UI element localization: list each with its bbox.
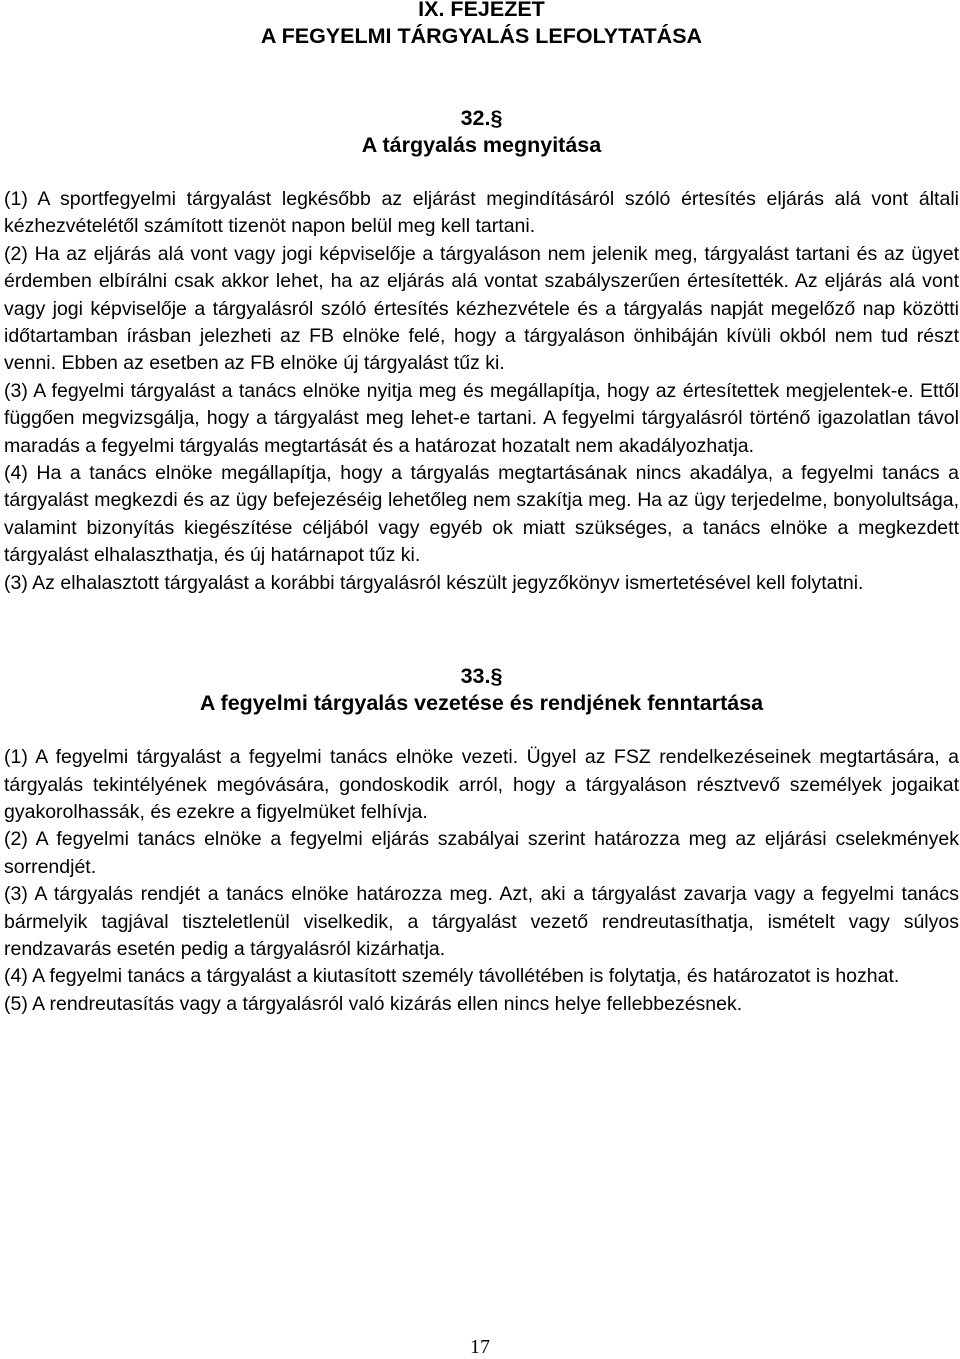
section-body xyxy=(4,744,959,1018)
page-number: 17 xyxy=(470,1336,490,1358)
section-heading xyxy=(4,663,959,717)
paragraph: (1) A sportfegyelmi tárgyalást legkésőbb az eljárást megindításáról szóló értesítés eljárás alá vont általi kézhezvételétől számított tizenöt napon belül meg kell tartani. xyxy=(4,188,959,238)
paragraph: (1) A fegyelmi tárgyalást a fegyelmi tanács elnöke vezeti. Ügyel az FSZ rendelkezéseinek megtartására, a tárgyalás tekintélyének megóvására, gondoskodik arról, hogy a tárgyaláson résztvevő személyek jogaikat gyakorolhassák, és ezekre a figyelmüket felhívja. xyxy=(4,746,959,823)
section-title: A fegyelmi tárgyalás vezetése és rendjének fenntartása xyxy=(199,691,764,716)
paragraph: (2) A fegyelmi tanács elnöke a fegyelmi eljárás szabályai szerint határozza meg az eljárási cselekmények sorrendjét. xyxy=(4,828,959,878)
chapter-title: A FEGYELMI TÁRGYALÁS LEFOLYTATÁSA xyxy=(260,24,703,48)
paragraph: (2) Ha az eljárás alá vont vagy jogi képviselője a tárgyaláson nem jelenik meg, tárgyalást tartani és az ügyet érdemben elbírálni csak akkor lehet, ha az eljárás alá vontat szabályszerűen értesítették. Az eljárás alá vont vagy jogi képviselője a tárgyalásról szóló értesítés kézhezvétele és a tárgyalás napját megelőző nap közötti időtartamban írásban jelezheti az FB elnöke felé, hogy a tárgyaláson önhibáján kívüli okból nem tud részt venni. Ebben az esetben az FB elnöke új tárgyalást tűz ki. xyxy=(4,242,959,375)
section-number: 33.§ xyxy=(460,664,503,689)
paragraph: (4) Ha a tanács elnöke megállapítja, hogy a tárgyalás megtartásának nincs akadálya, a fegyelmi tanács a tárgyalást megkezdi és az ügy befejezéséig lehetőleg nem szakítja meg. Ha az ügy terjedelme, bonyolultsága, valamint bizonyítás kiegészítése céljából vagy egyéb ok miatt szükséges, a tanács elnöke a megkezdett tárgyalást elhalaszthatja, és új határnapot tűz ki. xyxy=(4,462,959,567)
paragraph: (5) A rendreutasítás vagy a tárgyalásról való kizárás ellen nincs helye fellebbezésnek. xyxy=(4,992,743,1015)
chapter-number: IX. FEJEZET xyxy=(418,0,545,21)
paragraph: (3) Az elhalasztott tárgyalást a korábbi tárgyalásról készült jegyzőkönyv ismertetésével kell folytatni. xyxy=(4,571,864,594)
document-page xyxy=(4,0,959,1018)
section-body xyxy=(4,186,959,597)
paragraph: (3) A tárgyalás rendjét a tanács elnöke határozza meg. Azt, aki a tárgyalást zavarja vagy a fegyelmi tanács bármelyik tagjával tiszteletlenül viselkedik, a tárgyalást vezető rendreutasíthatja, ismételt vagy súlyos rendzavarás esetén pedig a tárgyalásról kizárhatja. xyxy=(4,883,959,960)
section-title: A tárgyalás megnyitása xyxy=(361,133,602,157)
section-number: 32.§ xyxy=(460,106,503,130)
paragraph: (3) A fegyelmi tárgyalást a tanács elnöke nyitja meg és megállapítja, hogy az értesítettek megjelentek-e. Ettől függően megvizsgálja, hogy a tárgyalást meg lehet-e tartani. A fegyelmi tárgyalásról történő igazolatlan távol maradás a fegyelmi tárgyalás megtartását és a határozat hozatalt nem akadályozhatja. xyxy=(4,379,959,457)
section-heading xyxy=(4,105,959,159)
paragraph: (4) A fegyelmi tanács a tárgyalást a kiutasított személy távollétében is folytatja, és határozatot is hozhat. xyxy=(4,965,900,988)
chapter-heading xyxy=(4,0,959,50)
